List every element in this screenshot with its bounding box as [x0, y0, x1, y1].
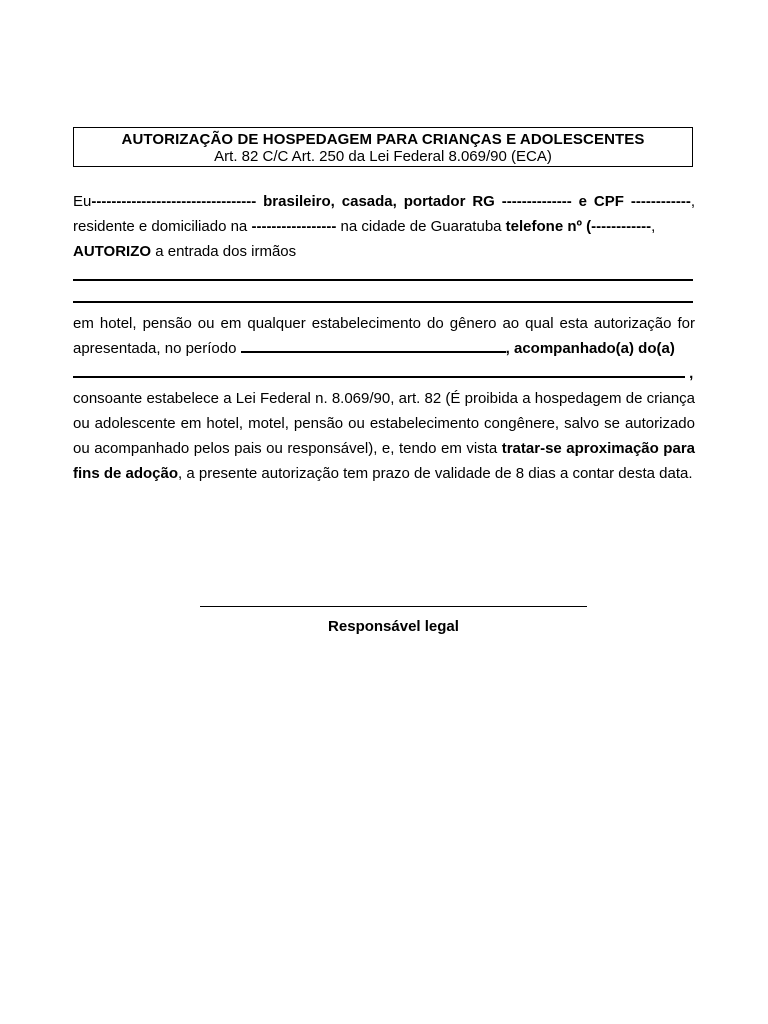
- paragraph-identification: [73, 189, 695, 264]
- text-telefone: telefone nº (: [505, 218, 592, 235]
- rg-blank: --------------: [501, 193, 572, 210]
- signature-block: [200, 606, 587, 637]
- text-hotel: em hotel, pensão ou em qualquer estabelecimento do gênero ao qual esta autorização for apresentada, no período: [73, 315, 695, 357]
- text-eu: Eu: [73, 193, 92, 210]
- address-blank: -----------------: [251, 218, 337, 235]
- text-cidade: na cidade de Guaratuba: [336, 218, 506, 235]
- document-subtitle: Art. 82 C/C Art. 250 da Lei Federal 8.069/90 (ECA): [214, 148, 552, 165]
- period-blank: [241, 337, 506, 353]
- companion-blank: [73, 362, 685, 378]
- text-entrada: a entrada dos irmãos: [151, 243, 297, 260]
- text-adocao: tratar-se aproximação para fins de adoção: [73, 440, 695, 482]
- text-validade: , a presente autorização tem prazo de validade de 8 dias a contar desta data.: [178, 465, 693, 482]
- paragraph-period: [73, 311, 695, 386]
- signature-line: [200, 606, 587, 607]
- signature-label: Responsável legal: [328, 618, 459, 635]
- text-acompanhado: , acompanhado(a) do(a): [505, 340, 675, 357]
- text-cpf: e CPF: [571, 193, 631, 210]
- text-comma: ,: [690, 193, 695, 210]
- text-residente: residente e domiciliado na: [73, 218, 252, 235]
- name-blank: ---------------------------------: [91, 193, 257, 210]
- cpf-blank: ------------: [630, 193, 691, 210]
- title-box: [73, 127, 693, 167]
- phone-blank: ------------: [591, 218, 652, 235]
- text-consoante: consoante estabelece a Lei Federal n. 8.069/90, art. 82 (É proibida a hospedagem de criança ou adolescente em hotel, motel, pensão ou estabelecimento congênere, salvo se autorizado ou acompanhado pelos pais ou responsável), e, tendo em vista: [73, 390, 695, 457]
- text-comma-3: ,: [685, 365, 694, 382]
- document-body: [73, 189, 695, 486]
- siblings-blank-line-1: [73, 267, 693, 281]
- text-nationality: brasileiro, casada, portador RG: [256, 193, 502, 210]
- text-comma-2: ,: [651, 218, 656, 235]
- document-page: [73, 127, 695, 486]
- siblings-blank-line-2: [73, 289, 693, 303]
- document-title: AUTORIZAÇÃO DE HOSPEDAGEM PARA CRIANÇAS E ADOLESCENTES: [121, 131, 645, 148]
- text-autorizo: AUTORIZO: [73, 243, 152, 260]
- paragraph-legal: [73, 386, 695, 486]
